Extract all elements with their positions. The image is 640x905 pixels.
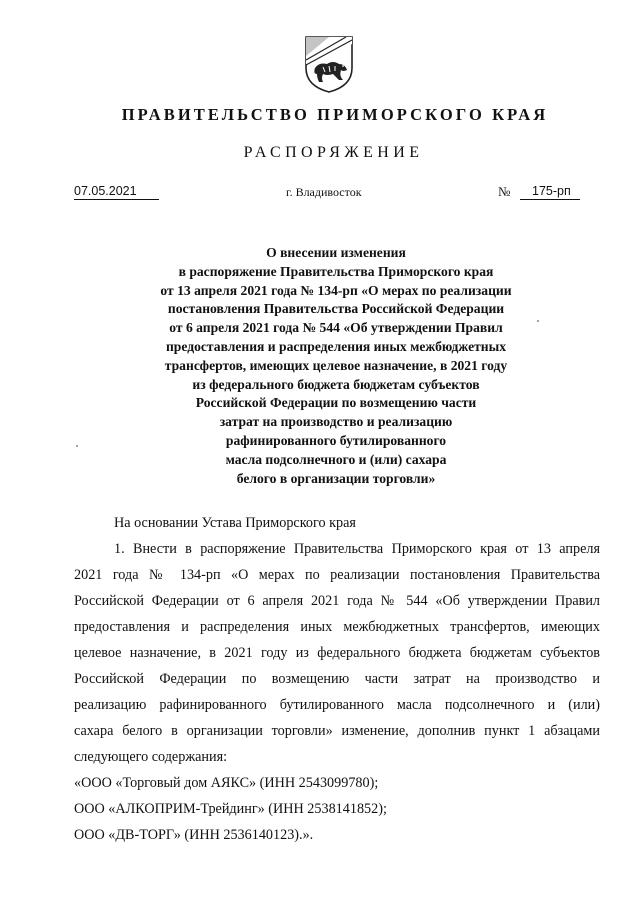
title-line: в распоряжение Правительства Приморского края bbox=[178, 263, 494, 279]
body-line: следующего содержания: bbox=[74, 749, 228, 765]
body-line: Российской Федерации от 6 апреля 2021 года № 544 «Об утверждении Правил bbox=[74, 593, 600, 609]
body-line: 2021 года № 134-рп «О мерах по реализации постановления Правительства bbox=[74, 567, 600, 583]
title-line: трансфертов, имеющих целевое назначение, в 2021 году bbox=[164, 357, 508, 373]
coat-of-arms-emblem bbox=[303, 34, 355, 94]
title-line: от 6 апреля 2021 года № 544 «Об утверждении Правил bbox=[169, 320, 503, 336]
added-company-line: ООО «АЛКОПРИМ-Трейдинг» (ИНН 2538141852); bbox=[74, 801, 387, 817]
organization-title: ПРАВИТЕЛЬСТВО ПРИМОРСКОГО КРАЯ bbox=[121, 105, 549, 124]
primorye-coat-of-arms-icon bbox=[303, 34, 355, 94]
document-number-label: № bbox=[498, 184, 511, 199]
title-line: постановления Правительства Российской Федерации bbox=[167, 301, 505, 317]
added-company-line: ООО «ДВ-ТОРГ» (ИНН 2536140123).». bbox=[74, 827, 314, 843]
scan-speck bbox=[76, 445, 78, 447]
added-company-line: «ООО «Торговый дом АЯКС» (ИНН 2543099780); bbox=[74, 775, 379, 791]
body-line: Российской Федерации по возмещению части затрат на производство и bbox=[74, 671, 600, 687]
document-type: РАСПОРЯЖЕНИЕ bbox=[243, 144, 424, 161]
title-line: из федерального бюджета бюджетам субъектов bbox=[192, 376, 480, 392]
basis-paragraph: На основании Устава Приморского края bbox=[114, 515, 356, 531]
document-number bbox=[520, 184, 580, 200]
title-line: от 13 апреля 2021 года № 134-рп «О мерах по реализации bbox=[160, 282, 512, 298]
title-line: рафинированного бутилированного bbox=[225, 432, 447, 448]
title-line: белого в организации торговли» bbox=[236, 470, 436, 486]
document-city: г. Владивосток bbox=[286, 185, 362, 199]
document-body bbox=[74, 510, 600, 848]
title-line: О внесении изменения bbox=[266, 245, 406, 260]
document-date: 07.05.2021 bbox=[74, 184, 159, 200]
body-line: 1. Внести в распоряжение Правительства Приморского края от 13 апреля bbox=[114, 541, 600, 557]
body-line: сахара белого в организации торговли» изменение, дополнив пункт 1 абзацами bbox=[74, 723, 600, 739]
scan-speck bbox=[537, 320, 539, 322]
body-line: предоставления и распределения иных межбюджетных трансфертов, имеющих bbox=[74, 619, 600, 635]
body-line: целевое назначение, в 2021 году из федерального бюджета бюджетам субъектов bbox=[74, 645, 600, 661]
title-line: масла подсолнечного и (или) сахара bbox=[225, 451, 447, 467]
title-line: предоставления и распределения иных межбюджетных bbox=[165, 338, 507, 354]
body-line: реализацию рафинированного бутилированного масла подсолнечного и (или) bbox=[74, 697, 600, 713]
title-line: Российской Федерации по возмещению части bbox=[195, 395, 477, 411]
document-number-value: 175-рп bbox=[532, 184, 571, 198]
title-line: затрат на производство и реализацию bbox=[219, 414, 453, 430]
document-title bbox=[106, 244, 566, 488]
